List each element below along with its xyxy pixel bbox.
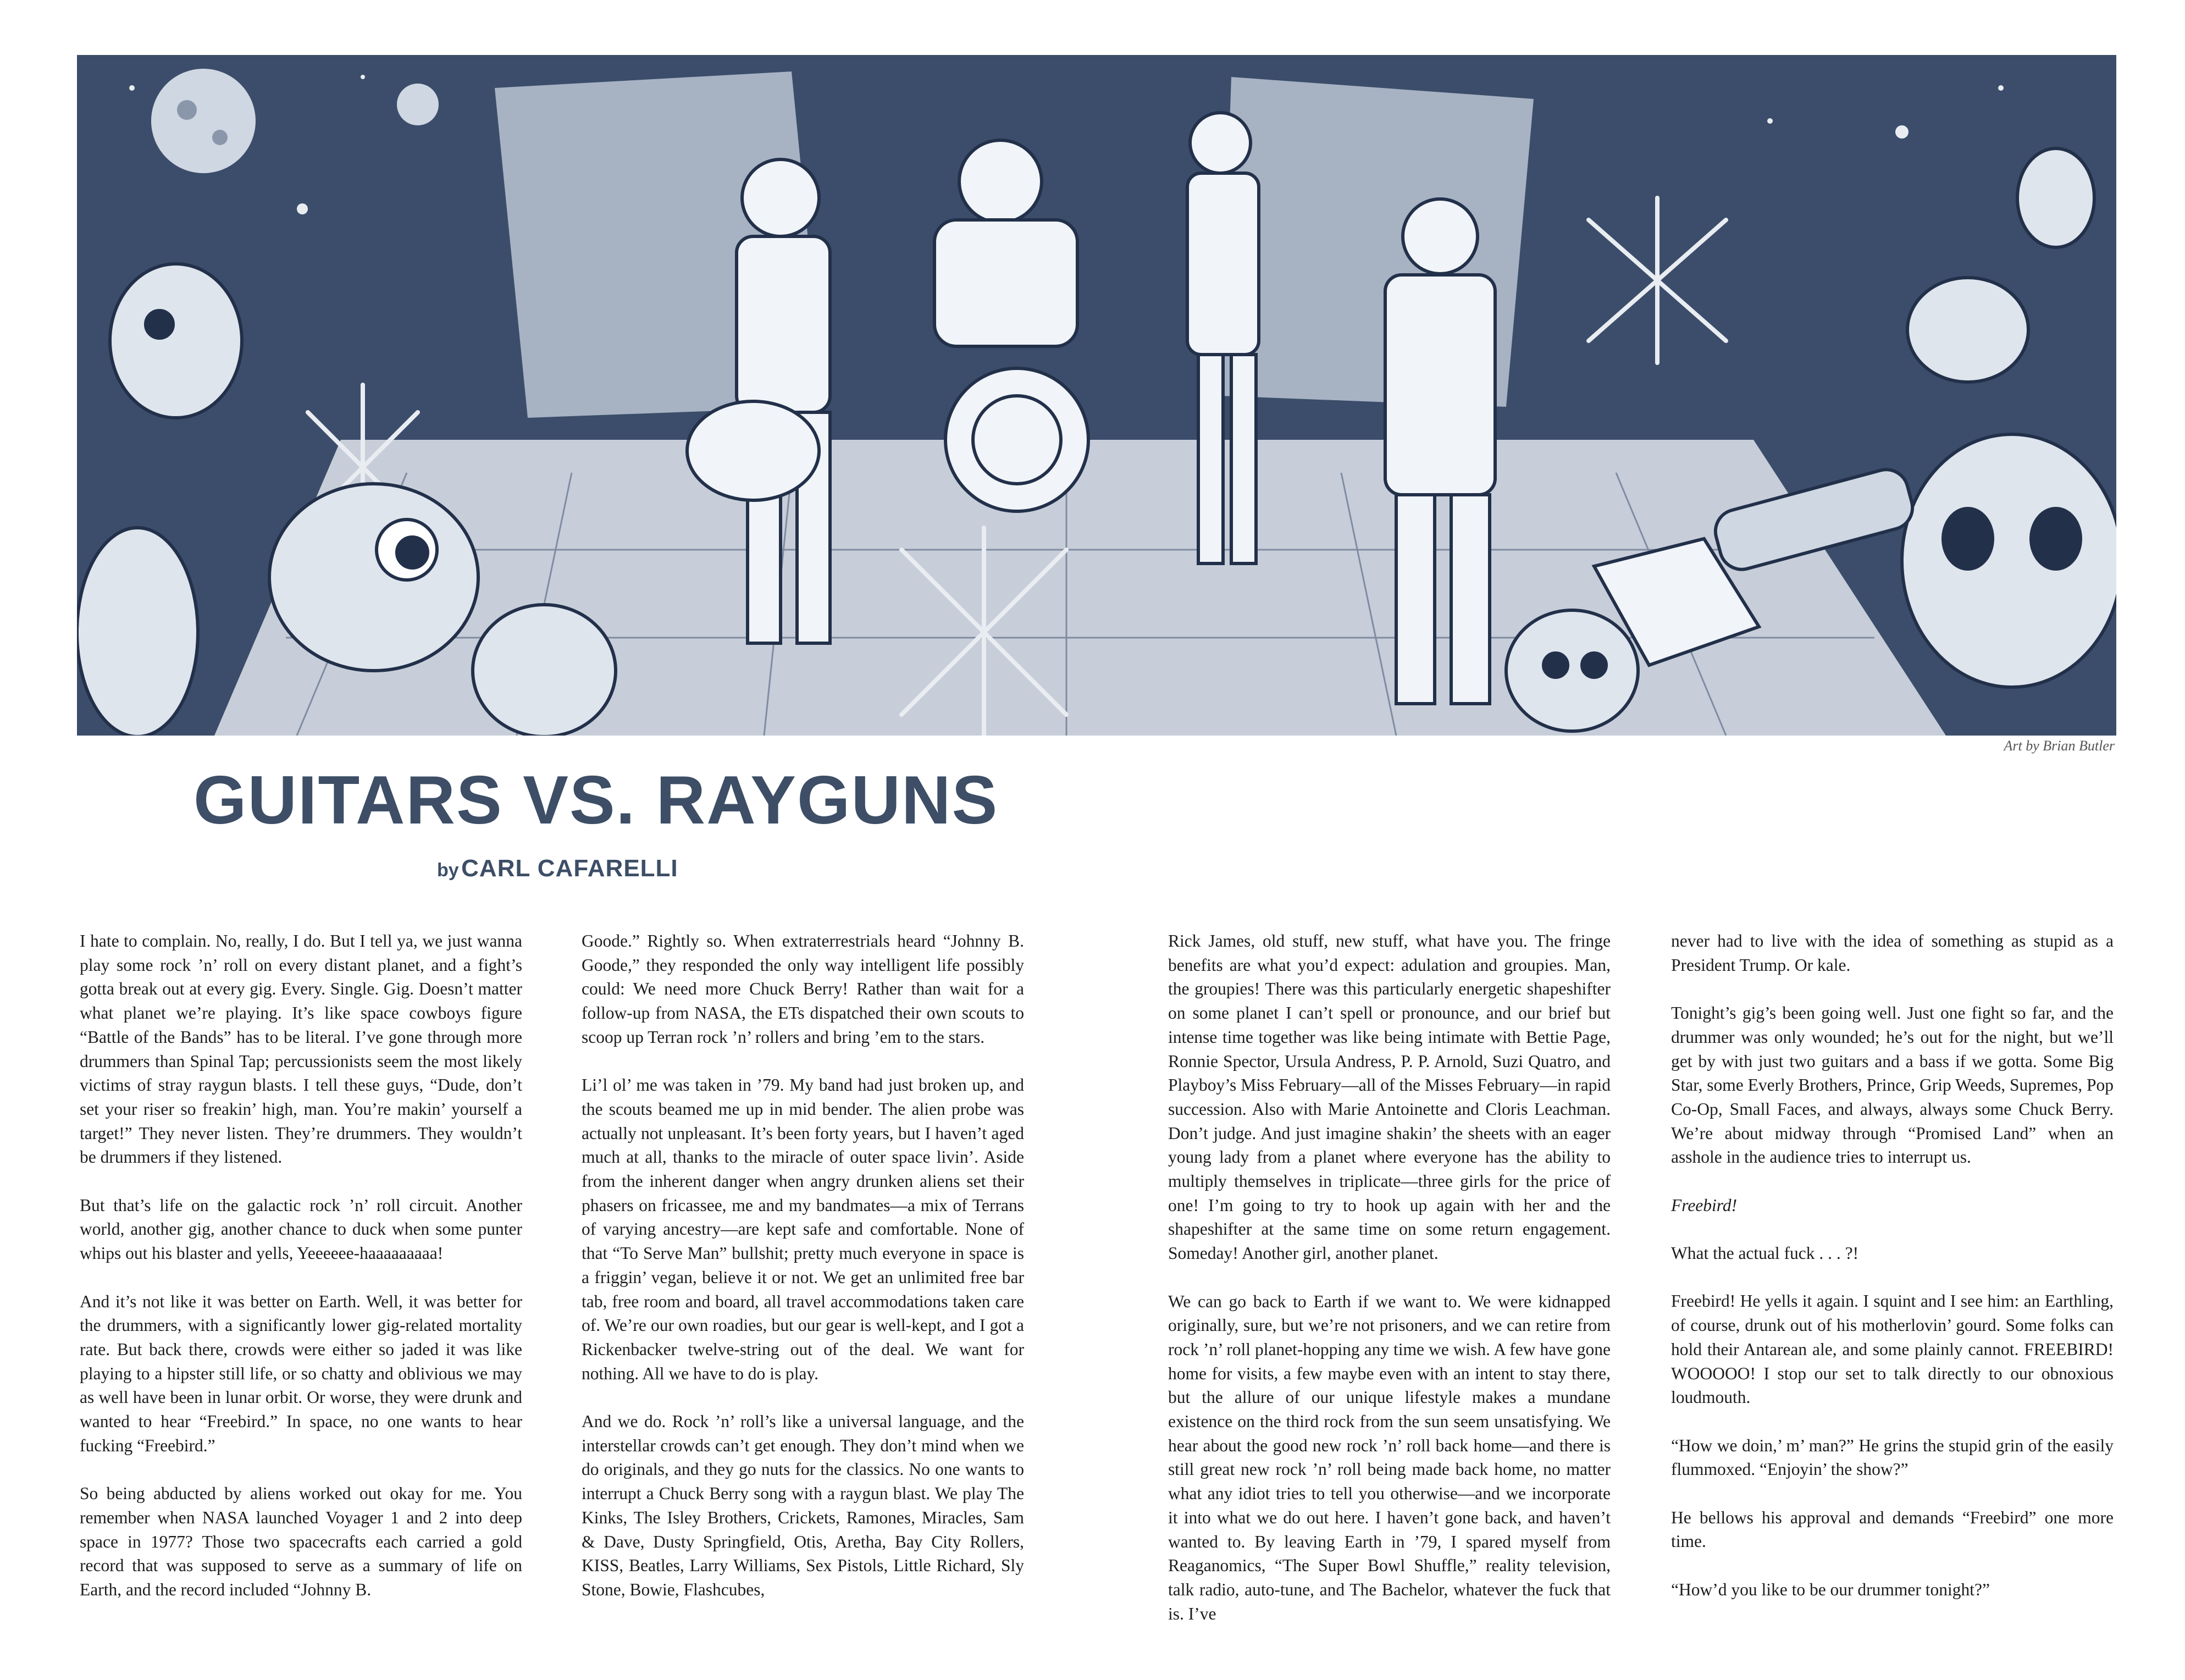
paragraph: Freebird! xyxy=(1671,1195,1738,1215)
paragraph: But that’s life on the galactic rock ’n’ roll circuit. Another world, another gig, another chance to duck when some punter whips out his blaster and yells, Yeeeeee-haaaaaaaaa! xyxy=(80,1195,522,1263)
concert-illustration xyxy=(77,55,2116,736)
byline-prefix: by xyxy=(437,860,459,881)
article-title: GUITARS VS. RAYGUNS xyxy=(193,762,999,838)
paragraph: Freebird! He yells it again. I squint and I see him: an Earthling, of course, drunk out of his motherlovin’ gourd. Some folks can hold their Antarean ale, and some plainly cannot. FREEBIRD! WOOOOO! I stop our set to talk directly to our obnoxious loudmouth. xyxy=(1671,1291,2114,1407)
paragraph: We can go back to Earth if we want to. We were kidnapped originally, sure, but we’re not prisoners, and we can retire from rock ’n’ roll planet-hopping any time we wish. A few have gone home for visits, a few maybe even with an intent to stay there, but the allure of our unique lifestyle makes a mundane existence on the third rock from the sun seem unsatisfying. We hear about the good new rock ’n’ roll back home—and there is still great new rock ’n’ roll being made back home, no matter what any idiot tries to tell you otherwise—and we incorporate it into what we do out here. I haven’t gone back, and haven’t wanted to. By leaving Earth in ’79, I spared myself from Reaganomics, “The Super Bowl Shuffle,” reality television, talk radio, auto-tune, and The Bachelor, whatever the fuck that is. I’ve xyxy=(1168,1291,1611,1623)
paragraph: Tonight’s gig’s been going well. Just one fight so far, and the drummer was only wounded; he’s out for the night, but we’ll get by with just two guitars and a bass if we gotta. Some Big Star, some Everly Brothers, Prince, Grip Weeds, Supremes, Pop Co-Op, Small Faces, and always, always some Chuck Berry. We’re about midway through “Promised Land” when an asshole in the audience tries to interrupt us. xyxy=(1671,1003,2114,1167)
author-name: CARL CAFARELLI xyxy=(461,855,678,882)
paragraph: “How we doin,’ m’ man?” He grins the stupid grin of the easily flummoxed. “Enjoyin’ the show?” xyxy=(1671,1435,2114,1479)
paragraph: Rick James, old stuff, new stuff, what have you. The fringe benefits are what you’d expect: adulation and groupies. Man, the groupies! There was this particularly energetic shapeshifter on some planet I can’t spell or pronounce, and our brief but intense time together was like being intimate with Bettie Page, Ronnie Spector, Ursula Andress, P. P. Arnold, Suzi Quatro, and Playboy’s Miss February—all of the Misses February—in rapid succession. Also with Marie Antoinette and Cloris Leachman. Don’t judge. And just imagine shakin’ the sheets with an eager young lady from a planet where everyone has the ability to multiply themselves in triplicate—three girls for the price of one! I’m going to try to hook up again with her and the shapeshifter at the same time on some return engagement. Someday! Another girl, another planet. xyxy=(1168,931,1611,1263)
paragraph: “How’d you like to be our drummer tonight?” xyxy=(1671,1579,1990,1599)
paragraph: And we do. Rock ’n’ roll’s like a universal language, and the interstellar crowds can’t get enough. They don’t mind when we do originals, and they go nuts for the classics. No one wants to interrupt a Chuck Berry song with a raygun blast. We play The Kinks, The Isley Brothers, Crickets, Ramones, Miracles, Sam & Dave, Dusty Springfield, Otis, Aretha, Bay City Rollers, KISS, Beatles, Larry Williams, Sex Pistols, Little Richard, Sly Stone, Bowie, Flashcubes, xyxy=(582,1412,1024,1599)
paragraph: So being abducted by aliens worked out okay for me. You remember when NASA launched Voyager 1 and 2 into deep space in 1977? Those two spacecrafts each carried a gold record that was supposed to serve as a summary of life on Earth, and the record included “Johnny B. xyxy=(80,1484,522,1599)
paragraph: What the actual fuck . . . ?! xyxy=(1671,1244,1859,1263)
column-2 xyxy=(582,929,1024,1626)
paragraph: I hate to complain. No, really, I do. But I tell ya, we just wanna play some rock ’n’ roll on every distant planet, and a fight’s gotta break out at every gig. Every. Single. Gig. Doesn’t matter what planet we’re playing. It’s like space cowboys figure “Battle of the Bands” has to be literal. I’ve gone through more drummers than Spinal Tap; percussionists seem the most likely victims of stray raygun blasts. I tell these guys, “Dude, don’t set your riser so freakin’ high, man. You’re makin’ yourself a target!” They never listen. They’re drummers. They wouldn’t be drummers if they listened. xyxy=(80,931,522,1167)
byline xyxy=(437,855,678,882)
paragraph: Li’l ol’ me was taken in ’79. My band had just broken up, and the scouts beamed me up in mid bender. The alien probe was actually not unpleasant. It’s been forty years, but I haven’t aged much at all, thanks to the miracle of outer space livin’. Aside from the inherent danger when angry drunken aliens set their phasers on fricassee, me and my bandmates—a mix of Terrans of varying ancestry—are kept safe and comfortable. None of that “To Serve Man” bullshit; pretty much everyone in space is a friggin’ vegan, believe it or not. We get an unlimited free bar tab, free room and board, all travel accommodations taken care of. We’re our own roadies, but our gear is well-kept, and I got a Rickenbacker twelve-string out of the deal. We want for nothing. All we have to do is play. xyxy=(582,1075,1024,1383)
column-4 xyxy=(1671,929,2114,1626)
paragraph: He bellows his approval and demands “Freebird” one more time. xyxy=(1671,1507,2114,1551)
column-3 xyxy=(1168,929,1611,1650)
art-credit: Art by Brian Butler xyxy=(2004,738,2115,754)
illustration xyxy=(77,55,2116,736)
paragraph: Goode.” Rightly so. When extraterrestrials heard “Johnny B. Goode,” they responded the only way intelligent life possibly could: We need more Chuck Berry! Rather than wait for a follow-up from NASA, the ETs dispatched their own scouts to scoop up Terran rock ’n’ rollers and bring ’em to the stars. xyxy=(582,931,1024,1047)
paragraph: And it’s not like it was better on Earth. Well, it was better for the drummers, with a significantly lower gig-related mortality rate. But back there, crowds were either so jaded it was like playing to a hipster still life, or so chatty and oblivious we may as well have been in lunar orbit. Or worse, they were drunk and wanted to hear “Freebird.” In space, no one wants to hear fucking “Freebird.” xyxy=(80,1291,522,1455)
column-1 xyxy=(80,929,522,1626)
paragraph: never had to live with the idea of something as stupid as a President Trump. Or kale. xyxy=(1671,931,2114,975)
